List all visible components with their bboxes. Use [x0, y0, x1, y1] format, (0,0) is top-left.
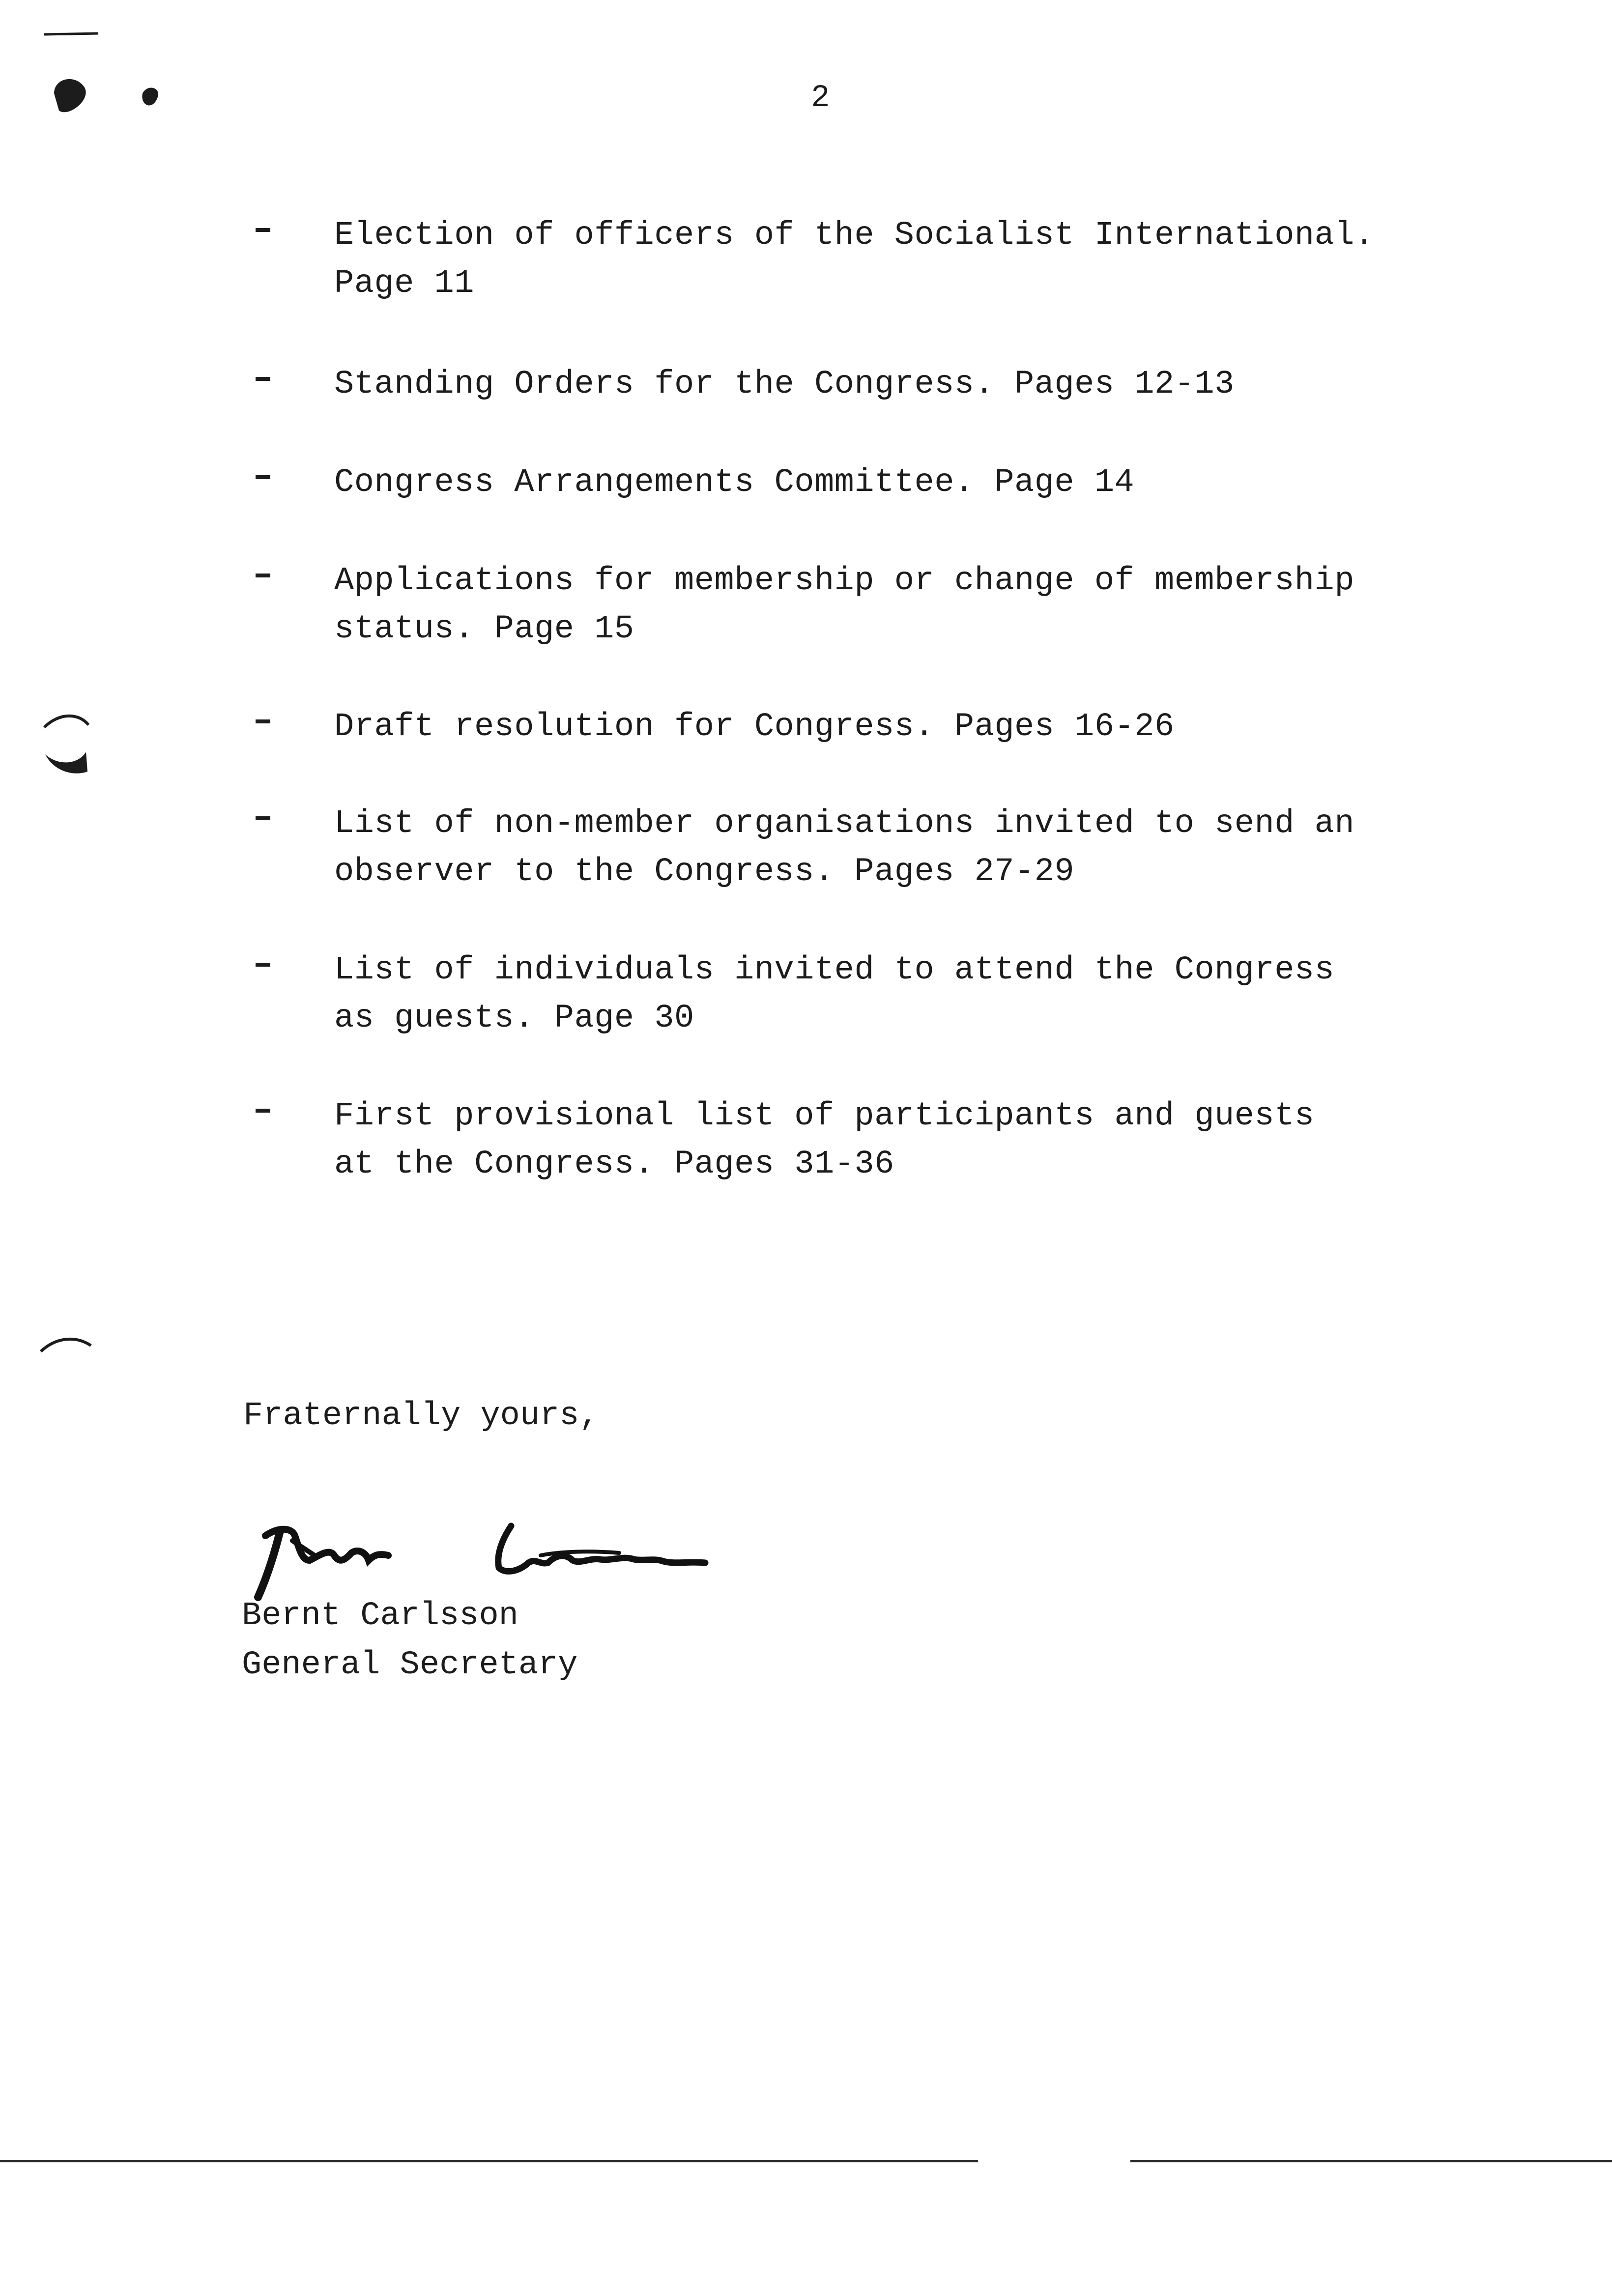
list-item-text	[334, 459, 1396, 507]
list-item-line-2: status. Page 15	[334, 610, 634, 648]
dash-bullet	[256, 963, 270, 967]
list-item-line-1: Standing Orders for the Congress. Pages 12-13	[334, 366, 1235, 403]
list-item-text	[334, 557, 1396, 653]
list-item-text	[334, 1092, 1396, 1188]
dash-bullet	[256, 1109, 270, 1113]
dash-bullet	[256, 475, 270, 479]
list-item-text	[334, 703, 1396, 751]
signer-name: Bernt Carlsson	[242, 1597, 518, 1635]
list-item-text	[334, 360, 1396, 408]
list-item-text	[334, 211, 1396, 308]
list-item-text	[334, 946, 1396, 1042]
list-item-line-1: Applications for membership or change of membership	[334, 562, 1355, 600]
dash-bullet	[256, 719, 270, 723]
list-item-line-1: List of individuals invited to attend the Congress	[334, 951, 1335, 989]
page-number: 2	[811, 81, 830, 116]
list-item-line-2: observer to the Congress. Pages 27-29	[334, 853, 1075, 890]
footer-rule-right	[1130, 2160, 1612, 2162]
list-item-line-1: Draft resolution for Congress. Pages 16-26	[334, 708, 1175, 746]
list-item-line-1: Congress Arrangements Committee. Page 14	[334, 464, 1135, 501]
footer-rule-left	[0, 2160, 978, 2162]
list-item-text	[334, 800, 1396, 896]
dash-bullet	[256, 228, 270, 232]
dash-bullet	[256, 574, 270, 577]
list-item-line-1: List of non-member organisations invited to send an	[334, 805, 1355, 842]
list-item-line-2: as guests. Page 30	[334, 1000, 694, 1037]
closing-salutation: Fraternally yours,	[243, 1397, 599, 1435]
signer-title: General Secretary	[242, 1646, 578, 1684]
list-item-line-1: First provisional list of participants and guests	[334, 1097, 1315, 1135]
dash-bullet	[256, 377, 270, 381]
list-item-line-2: at the Congress. Pages 31-36	[334, 1146, 894, 1183]
list-item-line-1: Election of officers of the Socialist International.	[334, 217, 1375, 254]
list-item-line-2: Page 11	[334, 265, 474, 302]
dash-bullet	[256, 816, 270, 820]
binding-hole-mark-lower	[37, 1327, 96, 1356]
